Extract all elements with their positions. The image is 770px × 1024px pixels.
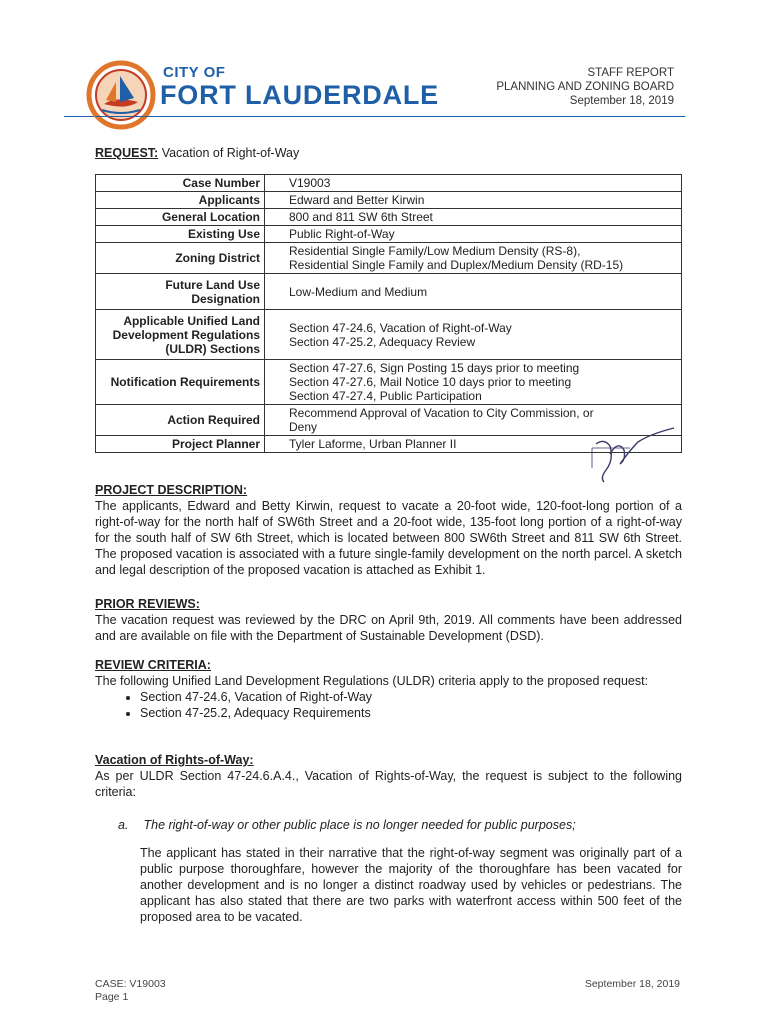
report-date: September 18, 2019 <box>569 95 674 107</box>
list-item: • Section 47-24.6, Vacation of Right-of-Way <box>140 689 682 705</box>
notification-line: Section 47-27.6, Mail Notice 10 days prior to meeting <box>289 375 572 389</box>
table-row <box>96 226 682 243</box>
notification-value <box>265 360 682 405</box>
prior-reviews-text: The vacation request was reviewed by the DRC on April 9th, 2019. All comments have been addressed and are available on file with the Department of Sustainable Development (DSD). <box>95 613 682 643</box>
vacation-text: As per ULDR Section 47-24.6.A.4., Vacation of Rights-of-Way, the request is subject to the following criteria: <box>95 769 682 799</box>
request-text: Vacation of Right-of-Way <box>161 146 300 160</box>
header-divider <box>95 116 685 117</box>
footer-date: September 18, 2019 <box>584 978 680 990</box>
zoning-district-line: Residential Single Family and Duplex/Medium Density (RD-15) <box>289 258 624 272</box>
city-of-label: CITY OF <box>163 64 226 81</box>
criterion-letter: a. <box>118 818 129 832</box>
table-row <box>96 360 682 405</box>
action-required-line: Recommend Approval of Vacation to City Commission, or <box>289 406 594 420</box>
case-table <box>95 174 682 453</box>
criteria-list <box>95 689 682 721</box>
footer-case <box>95 978 166 1004</box>
review-criteria-text: The following Unified Land Development Regulations (ULDR) criteria apply to the proposed request: <box>95 674 649 688</box>
project-planner-value: Tyler Laforme, Urban Planner II <box>265 436 682 453</box>
project-description-text: The applicants, Edward and Betty Kirwin, request to vacate a 20-foot wide, 120-foot-long portion of a right-of-way for the north half of SW6th Street and a 20-foot wide, 135-foot long portion of a right-of-way for the south half of SW 6th Street, which is located between 800 SW6th Street and 811 SW 6th Street. The proposed vacation is associated with a future single-family development on the north parcel. A sketch and legal description of the proposed vacation is attached as Exhibit 1. <box>95 499 682 577</box>
request-line <box>95 146 299 160</box>
general-location-value: 800 and 811 SW 6th Street <box>265 209 682 226</box>
footer-case-number: CASE: V19003 <box>95 978 166 990</box>
zoning-district-label: Zoning District <box>96 243 265 274</box>
vacation-section <box>95 752 682 800</box>
applicants-label: Applicants <box>96 192 265 209</box>
prior-reviews-section <box>95 596 682 644</box>
notification-line: Section 47-27.6, Sign Posting 15 days prior to meeting <box>289 361 580 375</box>
action-required-line: Deny <box>289 420 318 434</box>
table-row <box>96 243 682 274</box>
action-required-label: Action Required <box>96 405 265 436</box>
criterion-a <box>118 818 576 832</box>
notification-label: Notification Requirements <box>96 360 265 405</box>
list-item: • Section 47-25.2, Adequacy Requirements <box>140 705 682 721</box>
case-number-label: Case Number <box>96 175 265 192</box>
table-row <box>96 175 682 192</box>
vacation-heading: Vacation of Rights-of-Way: <box>95 753 254 767</box>
project-description-heading: PROJECT DESCRIPTION: <box>95 483 248 497</box>
header-divider-left <box>64 116 94 117</box>
notification-line: Section 47-27.4, Public Participation <box>289 389 482 403</box>
criterion-response: The applicant has stated in their narrative that the right-of-way segment was originally part of a public purpose thoroughfare, however the majority of the thoroughfare has been vacated for another development and is no longer a distinct roadway used by vehicles or pedestrians. The applicant has also stated that there are two parks with waterfront access within 500 feet of the proposed area to be vacated. <box>140 846 682 924</box>
table-row <box>96 192 682 209</box>
city-name: FORT LAUDERDALE <box>160 80 439 110</box>
future-land-use-label: Future Land Use Designation <box>96 274 265 310</box>
uldr-section-line: Section 47-24.6, Vacation of Right-of-Way <box>289 320 512 335</box>
existing-use-label: Existing Use <box>96 226 265 243</box>
existing-use-value: Public Right-of-Way <box>265 226 682 243</box>
uldr-sections-value <box>265 310 682 360</box>
city-logo-icon <box>86 60 156 130</box>
future-land-use-value: Low-Medium and Medium <box>265 274 682 310</box>
project-planner-label: Project Planner <box>96 436 265 453</box>
table-row <box>96 209 682 226</box>
request-label: REQUEST: <box>95 146 159 160</box>
prior-reviews-heading: PRIOR REVIEWS: <box>95 597 200 611</box>
project-description-section <box>95 482 682 578</box>
zoning-district-value <box>265 243 682 274</box>
board-name: PLANNING AND ZONING BOARD <box>496 81 674 93</box>
report-type: STAFF REPORT <box>587 67 674 79</box>
zoning-district-line: Residential Single Family/Low Medium Density (RS-8), <box>289 244 581 258</box>
uldr-section-line: Section 47-25.2, Adequacy Review <box>289 334 476 349</box>
general-location-label: General Location <box>96 209 265 226</box>
signature-image <box>590 420 680 490</box>
table-row <box>96 274 682 310</box>
uldr-sections-label: Applicable Unified Land Development Regulations (ULDR) Sections <box>96 310 265 360</box>
report-header <box>496 66 674 108</box>
footer-page-number: Page 1 <box>95 991 129 1003</box>
criterion-text: The right-of-way or other public place is no longer needed for public purposes; <box>143 818 576 832</box>
case-number-value: V19003 <box>265 175 682 192</box>
review-criteria-section <box>95 657 682 721</box>
applicants-value: Edward and Better Kirwin <box>265 192 682 209</box>
review-criteria-heading: REVIEW CRITERIA: <box>95 658 211 672</box>
table-row <box>96 310 682 360</box>
